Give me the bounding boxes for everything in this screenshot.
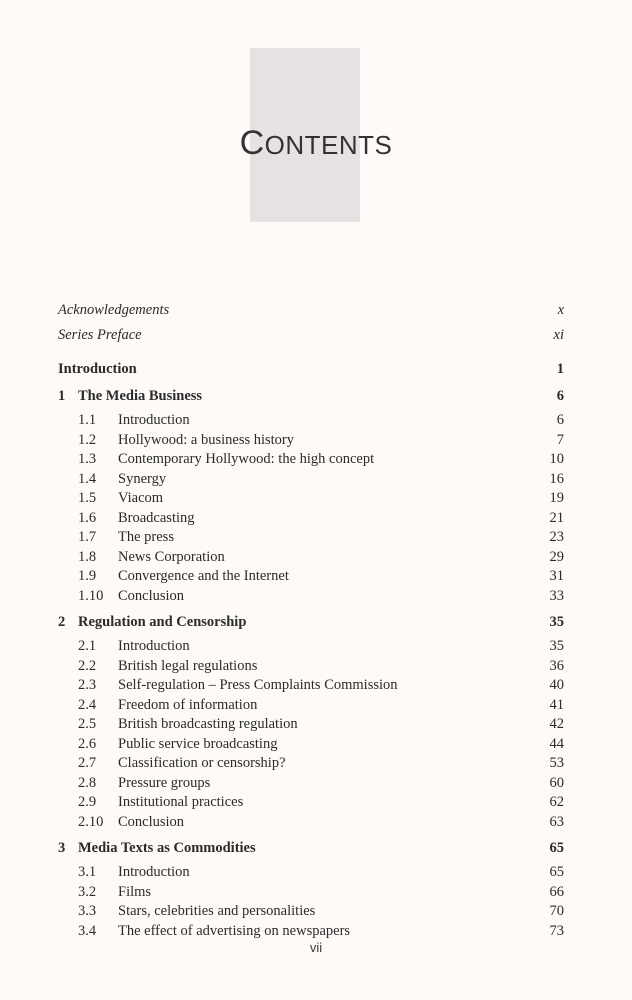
toc-section-row-number: 2.9 (78, 794, 97, 810)
toc-section-row-page: 33 (549, 587, 564, 604)
toc-section-row-label: British legal regulations (118, 657, 258, 674)
toc-section-row-page: 29 (549, 548, 564, 565)
toc-section-row[interactable] (58, 922, 564, 942)
toc-section-row-label: Freedom of information (118, 696, 258, 713)
toc-introduction-row-page: 1 (556, 361, 564, 377)
toc-front-matter-row-label: Acknowledgements (58, 302, 170, 318)
toc-section-row-page: 10 (549, 451, 564, 467)
toc-section-row[interactable] (58, 548, 564, 568)
toc-section-row-number: 2.3 (78, 677, 97, 693)
toc-section-row-label: Broadcasting (118, 509, 195, 526)
toc-section-row-number: 2.10 (78, 813, 104, 830)
toc-section-row[interactable] (58, 754, 564, 774)
toc-section-row-page: 41 (549, 696, 564, 713)
toc-chapter-row-number: 2 (58, 614, 66, 630)
page-title (0, 126, 632, 160)
toc-section-row-page: 53 (549, 755, 564, 771)
toc-section-row-number: 2.7 (78, 755, 97, 771)
table-of-contents (58, 298, 564, 941)
toc-section-row-page: 65 (549, 864, 564, 880)
toc-section-row-number: 2.8 (78, 774, 97, 791)
toc-section-row[interactable] (58, 863, 564, 883)
toc-front-matter-row-page: xi (553, 327, 564, 343)
toc-section-row[interactable] (58, 567, 564, 587)
toc-section-row-number: 2.1 (78, 638, 97, 654)
toc-section-row-number: 1.7 (78, 529, 97, 545)
toc-chapter-row-page: 65 (549, 840, 564, 856)
toc-section-row-page: 62 (549, 794, 564, 810)
toc-section-row-label: Viacom (118, 490, 164, 506)
toc-section-row[interactable] (58, 793, 564, 813)
toc-section-row-number: 2.5 (78, 716, 97, 732)
title-block (0, 0, 632, 260)
toc-section-row-page: 40 (549, 677, 564, 693)
toc-section-row[interactable] (58, 431, 564, 451)
toc-section-row[interactable] (58, 774, 564, 794)
page-title-rest: ONTENTS (264, 130, 393, 160)
toc-chapter-row-number: 1 (58, 388, 66, 404)
toc-front-matter-row-label: Series Preface (58, 327, 142, 343)
toc-section-row[interactable] (58, 450, 564, 470)
toc-section-row-label: The press (118, 529, 174, 545)
toc-section-row-page: 66 (549, 883, 564, 900)
toc-section-row[interactable] (58, 657, 564, 677)
toc-section-row[interactable] (58, 587, 564, 607)
toc-section-row[interactable] (58, 676, 564, 696)
toc-section-row[interactable] (58, 902, 564, 922)
toc-section-row-page: 35 (549, 638, 564, 654)
toc-section-row-number: 1.8 (78, 548, 97, 565)
toc-section-row-label: Institutional practices (118, 794, 244, 810)
toc-section-row-page: 19 (549, 490, 564, 506)
toc-section-row[interactable] (58, 489, 564, 509)
page-folio: vii (309, 940, 323, 955)
toc-section-row[interactable] (58, 470, 564, 490)
toc-section-row-label: News Corporation (118, 548, 225, 565)
toc-front-matter-row[interactable] (58, 298, 564, 323)
toc-section-row-label: Synergy (118, 470, 167, 487)
toc-section-row[interactable] (58, 509, 564, 529)
toc-section-row-page: 21 (549, 509, 564, 526)
toc-spacer (58, 348, 564, 359)
toc-section-row-number: 3.1 (78, 864, 97, 880)
toc-section-row-label: Self-regulation – Press Complaints Commission (118, 677, 398, 693)
toc-front-matter-row[interactable] (58, 323, 564, 348)
toc-introduction-row-label: Introduction (58, 361, 137, 377)
toc-section-row-label: Public service broadcasting (118, 735, 278, 752)
toc-section-row-number: 1.5 (78, 490, 97, 506)
toc-section-row-number: 3.2 (78, 883, 97, 900)
toc-section-row-label: Pressure groups (118, 774, 211, 791)
toc-section-row-page: 63 (549, 813, 564, 830)
page-title-first-letter: C (239, 124, 265, 162)
toc-section-row-page: 60 (549, 774, 564, 791)
toc-section-row-page: 36 (549, 657, 564, 674)
toc-section-row-number: 1.10 (78, 587, 104, 604)
toc-section-row-label: Conclusion (118, 813, 185, 830)
toc-section-row-label: British broadcasting regulation (118, 716, 298, 732)
toc-chapter-row[interactable] (58, 386, 564, 407)
toc-section-row-label: Hollywood: a business history (118, 431, 295, 448)
toc-section-row[interactable] (58, 637, 564, 657)
toc-section-row-page: 16 (549, 470, 564, 487)
toc-section-row[interactable] (58, 528, 564, 548)
toc-section-row-number: 2.6 (78, 735, 97, 752)
toc-section-row-number: 1.1 (78, 412, 97, 428)
toc-section-row-page: 7 (556, 431, 564, 448)
toc-section-row[interactable] (58, 411, 564, 431)
toc-section-row-label: Classification or censorship? (118, 755, 286, 771)
toc-chapter-row-number: 3 (58, 840, 66, 856)
toc-section-row-label: The effect of advertising on newspapers (118, 922, 351, 939)
toc-section-row-number: 1.3 (78, 451, 97, 467)
toc-section-row[interactable] (58, 735, 564, 755)
toc-section-row-label: Introduction (118, 638, 190, 654)
toc-section-row-page: 42 (549, 716, 564, 732)
toc-section-row-label: Convergence and the Internet (118, 568, 289, 584)
toc-section-row-number: 1.4 (78, 470, 97, 487)
toc-chapter-row-page: 35 (549, 614, 564, 630)
toc-chapter-row-label: Regulation and Censorship (78, 614, 247, 630)
toc-chapter-row-page: 6 (556, 388, 564, 404)
toc-front-matter-row-page: x (557, 302, 564, 318)
toc-section-row-label: Introduction (118, 864, 190, 880)
toc-section-row-number: 1.6 (78, 509, 97, 526)
toc-section-row-page: 6 (556, 412, 564, 428)
toc-section-row-number: 1.2 (78, 431, 97, 448)
toc-section-row-number: 3.3 (78, 903, 97, 919)
toc-chapter-row-label: Media Texts as Commodities (78, 840, 256, 856)
toc-section-row-label: Contemporary Hollywood: the high concept (118, 451, 375, 467)
toc-section-row-label: Films (118, 883, 152, 900)
toc-section-row-label: Introduction (118, 412, 190, 428)
toc-chapter-row-label: The Media Business (78, 388, 203, 404)
toc-section-row-number: 3.4 (78, 922, 97, 939)
toc-section-row[interactable] (58, 883, 564, 903)
toc-section-row-page: 23 (549, 529, 564, 545)
toc-section-row[interactable] (58, 715, 564, 735)
toc-chapter-row[interactable] (58, 612, 564, 633)
toc-section-row-page: 70 (549, 903, 564, 919)
toc-section-row-number: 1.9 (78, 568, 97, 584)
toc-section-row-page: 73 (549, 922, 564, 939)
toc-section-row-number: 2.2 (78, 657, 97, 674)
toc-section-row-label: Conclusion (118, 587, 185, 604)
toc-section-row[interactable] (58, 813, 564, 833)
toc-section-row-page: 44 (549, 735, 564, 752)
toc-section-row-page: 31 (549, 568, 564, 584)
toc-chapter-row[interactable] (58, 838, 564, 859)
toc-section-row-number: 2.4 (78, 696, 97, 713)
toc-introduction-row[interactable] (58, 359, 564, 380)
toc-section-row-label: Stars, celebrities and personalities (118, 903, 316, 919)
toc-section-row[interactable] (58, 696, 564, 716)
